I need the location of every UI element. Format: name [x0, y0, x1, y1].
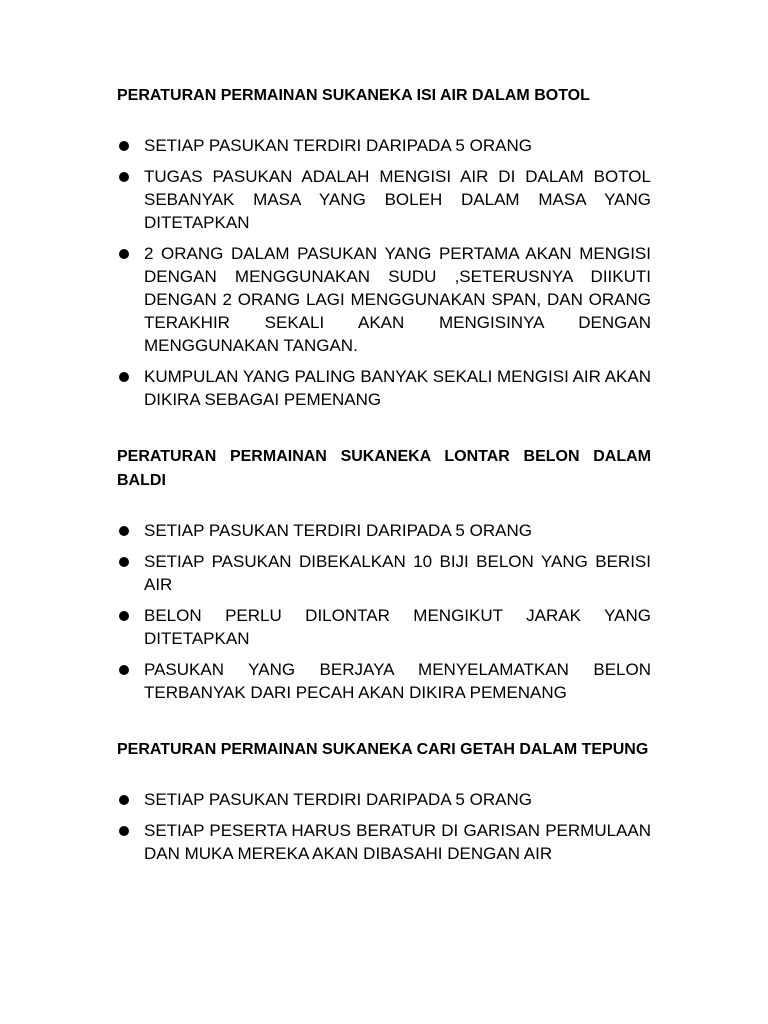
rule-item — [117, 519, 651, 542]
bullet-icon — [119, 826, 129, 836]
rule-item — [117, 550, 651, 596]
section-heading: PERATURAN PERMAINAN SUKANEKA CARI GETAH DALAM TEPUNG — [117, 741, 649, 758]
rule-item — [117, 365, 651, 411]
rule-text: SETIAP PASUKAN DIBEKALKAN 10 BIJI BELON YANG BERISI AIR — [144, 552, 651, 594]
bullet-icon — [119, 372, 129, 382]
rule-text: TUGAS PASUKAN ADALAH MENGISI AIR DI DALAM BOTOL SEBANYAK MASA YANG BOLEH DALAM MASA YANG DITETAPKAN — [144, 167, 651, 232]
bullet-icon — [119, 795, 129, 805]
section-cari-getah — [117, 738, 651, 865]
rule-item — [117, 658, 651, 704]
bullet-icon — [119, 172, 129, 182]
section-lontar-belon — [117, 445, 651, 704]
bullet-icon — [119, 611, 129, 621]
rule-text: SETIAP PASUKAN TERDIRI DARIPADA 5 ORANG — [144, 521, 532, 540]
rule-text: SETIAP PASUKAN TERDIRI DARIPADA 5 ORANG — [144, 790, 532, 809]
rule-text: SETIAP PESERTA HARUS BERATUR DI GARISAN PERMULAAN DAN MUKA MEREKA AKAN DIBASAHI DENGAN AIR — [144, 821, 651, 863]
rule-text: BELON PERLU DILONTAR MENGIKUT JARAK YANG DITETAPKAN — [144, 606, 651, 648]
rule-item — [117, 604, 651, 650]
bullet-icon — [119, 526, 129, 536]
rule-text: KUMPULAN YANG PALING BANYAK SEKALI MENGISI AIR AKAN DIKIRA SEBAGAI PEMENANG — [144, 367, 652, 409]
rule-list — [117, 788, 651, 865]
rule-item — [117, 165, 651, 234]
rule-item — [117, 819, 651, 865]
rule-text: SETIAP PASUKAN TERDIRI DARIPADA 5 ORANG — [144, 136, 532, 155]
rule-item — [117, 242, 651, 357]
bullet-icon — [119, 249, 129, 259]
bullet-icon — [119, 557, 129, 567]
section-isi-air — [117, 84, 651, 411]
bullet-icon — [119, 141, 129, 151]
rule-item — [117, 134, 651, 157]
bullet-icon — [119, 665, 129, 675]
rule-list — [117, 519, 651, 704]
section-heading: PERATURAN PERMAINAN SUKANEKA LONTAR BELON DALAM BALDI — [117, 448, 651, 489]
rule-item — [117, 788, 651, 811]
rule-text: PASUKAN YANG BERJAYA MENYELAMATKAN BELON TERBANYAK DARI PECAH AKAN DIKIRA PEMENANG — [144, 660, 651, 702]
section-heading: PERATURAN PERMAINAN SUKANEKA ISI AIR DALAM BOTOL — [117, 87, 590, 104]
rule-text: 2 ORANG DALAM PASUKAN YANG PERTAMA AKAN MENGISI DENGAN MENGGUNAKAN SUDU ,SETERUSNYA DIIKUTI DENGAN 2 ORANG LAGI MENGGUNAKAN SPAN, DAN ORANG TERAKHIR SEKALI AKAN MENGISINYA DENGAN MENGGUNAKAN TANGAN. — [144, 244, 651, 355]
rule-list — [117, 134, 651, 411]
